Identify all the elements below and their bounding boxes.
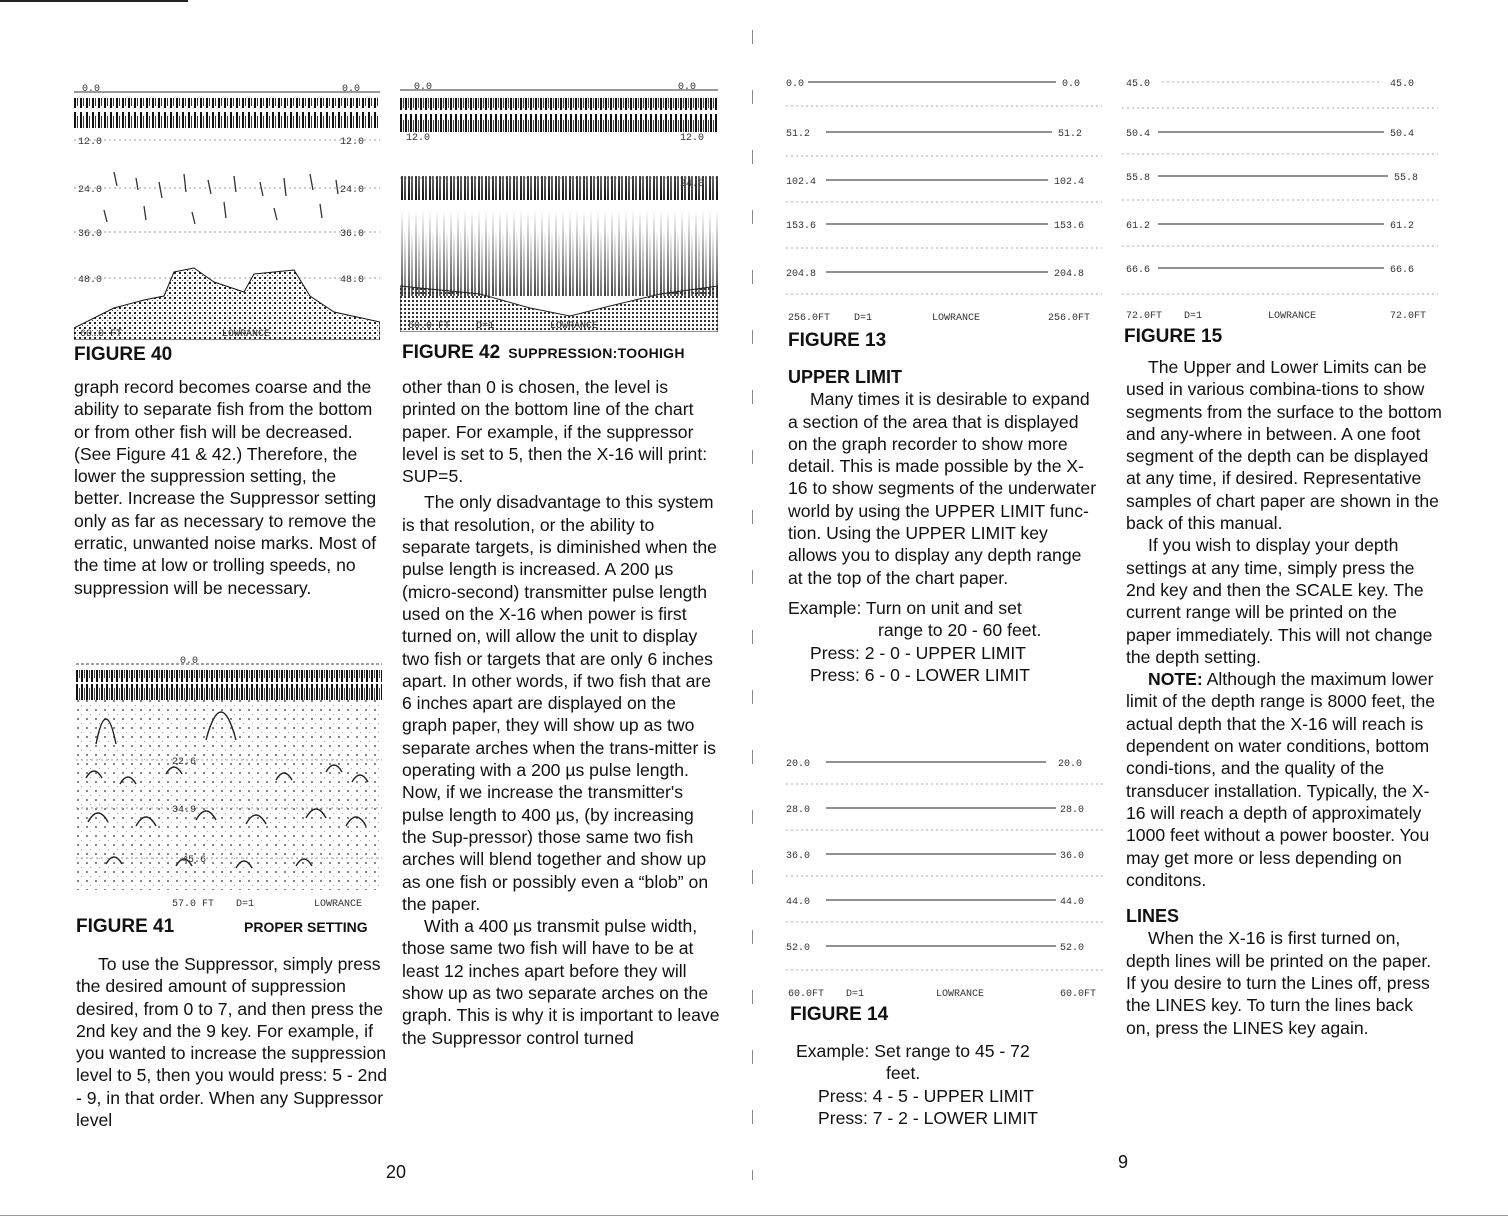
fig13-footer-brand: LOWRANCE: [932, 313, 981, 324]
fig15-right-1: 50.4: [1390, 129, 1415, 140]
fig13-footer-depth: 256.0FT: [788, 313, 831, 324]
fig41-label-34: 34.9: [172, 805, 197, 816]
figure-41-title: FIGURE 41: [76, 916, 175, 937]
fig14-left-0: 20.0: [786, 759, 811, 770]
note-paragraph: [1126, 668, 1442, 891]
fig14-left-1: 28.0: [786, 805, 811, 816]
fig13-left-3: 153.6: [786, 221, 817, 232]
fig15-right-0: 45.0: [1390, 79, 1415, 90]
fig13-footer-depth-right: 256.0FT: [1048, 313, 1091, 324]
note-label: NOTE:: [1148, 669, 1203, 690]
figure-41-subtitle: PROPER SETTING: [244, 919, 368, 935]
fig14-right-1: 28.0: [1060, 805, 1085, 816]
col1-paragraph-1: graph record becomes coarse and the ability to separate fish from the bottom or from other fish will be decreased. (See Figure 41 & 42.) Therefore, the lower the suppression setting, the better. Increase the Suppressor setting only as far as necessary to remove the erratic, unwanted noise marks. Most of the time at low or trolling speeds, no suppression will be necessary.: [74, 377, 377, 598]
figure-41-chart: [76, 654, 382, 910]
fig13-left-1: 51.2: [786, 129, 811, 140]
fig41-label-22: 22.6: [172, 757, 197, 768]
press-line-4: Press: 7 - 2 - LOWER LIMIT: [818, 1107, 1038, 1128]
fig40-label-12-left: 12.0: [78, 137, 103, 148]
fig42-label-24-right: 24.0: [680, 179, 705, 190]
press-line-2: Press: 6 - 0 - LOWER LIMIT: [810, 664, 1030, 685]
fig40-label-top-right: 0.0: [342, 84, 361, 95]
figure-40-caption: FIGURE 40: [74, 344, 173, 365]
fig14-right-3: 44.0: [1060, 897, 1085, 908]
fig42-label-top-right: 0.0: [678, 82, 697, 93]
figure-14-caption: FIGURE 14: [790, 1004, 889, 1025]
fig42-label-top-left: 0.0: [414, 82, 433, 93]
fig41-label-bottom: 57.0 FT: [172, 899, 215, 910]
fig40-label-brand: LOWRANCE: [222, 329, 271, 340]
example-2-line-1: Example: Set range to 45 - 72: [796, 1041, 1030, 1061]
fig15-left-4: 66.6: [1126, 265, 1151, 276]
fig14-footer-brand: LOWRANCE: [936, 989, 985, 1000]
fig15-left-0: 45.0: [1126, 79, 1151, 90]
bottom-rule: [0, 1215, 1508, 1216]
fig15-right-4: 66.6: [1390, 265, 1415, 276]
lines-heading: LINES: [1126, 906, 1180, 927]
fig13-left-0: 0.0: [786, 79, 805, 90]
fig40-label-bottom: 60.0 FT: [80, 329, 123, 340]
example-1-line-2: range to 20 - 60 feet.: [878, 620, 1042, 641]
right-column-4: [1126, 356, 1442, 1039]
fig42-label-bottom: 60.0 FT: [408, 321, 451, 332]
figure-41-caption: [76, 916, 386, 938]
left-page-number: 20: [386, 1162, 407, 1182]
figure-15-chart: [1122, 72, 1442, 324]
fig15-footer-d: D=1: [1184, 311, 1203, 322]
fig41-label-brand: LOWRANCE: [314, 899, 363, 910]
fig13-right-2: 102.4: [1054, 177, 1085, 188]
example-2-line-2: feet.: [886, 1063, 921, 1084]
figure-14-chart: [786, 750, 1106, 1002]
fig41-label-top: 0.0: [180, 656, 199, 667]
fig40-label-36-left: 36.0: [78, 229, 103, 240]
figure-42-chart: [400, 80, 718, 332]
col2-paragraph-1: other than 0 is chosen, the level is printed on the bottom line of the chart paper. For example, if the suppressor level is set to 5, then the X-16 will print: SUP=5.: [402, 377, 708, 487]
fig15-footer-depth: 72.0FT: [1126, 311, 1163, 322]
fig13-left-2: 102.4: [786, 177, 817, 188]
fig14-footer-depth: 60.0FT: [788, 989, 825, 1000]
fig42-label-d: D=1: [476, 321, 495, 332]
col1-paragraph-2: To use the Suppressor, simply press the desired amount of suppression desired, from 0 to 7, and then press the 2nd key and the 9 key. For example, if you wanted to increase the suppression level to 5, then you would press: 5 - 2nd - 9, in that order. When any Suppressor level: [76, 954, 388, 1131]
fig15-footer-brand: LOWRANCE: [1268, 311, 1317, 322]
note-text: Although the maximum lower limit of the depth range is 8000 feet, the actual depth that the X-16 will reach is dependent on water conditions, bottom condi-tions, and the quality of the transducer installation. Typically, the X-16 will reach a depth of approximately 1000 feet without a power booster. You may get more or less depending on conditons.: [1126, 669, 1436, 890]
fig42-label-12-left: 12.0: [406, 133, 431, 144]
left-column-2: [402, 376, 720, 1049]
left-column-1-top: [74, 376, 386, 599]
right-column-3-bottom: [796, 1040, 1096, 1129]
fig13-left-4: 204.8: [786, 269, 817, 280]
fig15-left-2: 55.8: [1126, 173, 1151, 184]
fig42-label-brand: LOWRANCE: [550, 321, 599, 332]
fig40-label-36-right: 36.0: [340, 229, 365, 240]
fig40-label-24-left: 24.0: [78, 185, 103, 196]
figure-13-caption: FIGURE 13: [788, 330, 887, 351]
figure-42-title: FIGURE 42: [402, 342, 501, 363]
fig40-label-top-left: 0.0: [82, 84, 101, 95]
left-column-1-bottom: [76, 953, 388, 1131]
upper-limit-heading: UPPER LIMIT: [788, 367, 903, 387]
example-1-line-1: Example: Turn on unit and set: [788, 597, 1022, 618]
figure-42-caption: [402, 342, 685, 364]
page-gutter: [752, 30, 753, 1180]
fig13-right-4: 204.8: [1054, 269, 1085, 280]
figure-13-chart: [786, 70, 1104, 326]
fig40-label-24-right: 24.0: [340, 185, 365, 196]
fig13-footer-d: D=1: [854, 313, 873, 324]
fig40-label-12-right: 12.0: [340, 137, 365, 148]
figure-42-subtitle: SUPPRESSION:TOOHIGH: [508, 345, 685, 361]
fig15-left-1: 50.4: [1126, 129, 1151, 140]
col4-paragraph-2: If you wish to display your depth settings at any time, simply press the 2nd key and then the SCALE key. The current range will be printed on the paper immediately. This will not change the depth setting.: [1126, 535, 1433, 667]
fig14-left-2: 36.0: [786, 851, 811, 862]
lines-paragraph: When the X-16 is first turned on, depth lines will be printed on the paper. If you desire to turn the Lines off, press the LINES key. To turn the lines back on, press the LINES key again.: [1126, 928, 1432, 1038]
col2-paragraph-3: With a 400 µs transmit pulse width, those same two fish will have to be at least 12 inches apart before they will show up as two separate arches on the graph. This is why it is important to leave the Suppressor control turned: [402, 916, 720, 1048]
fig14-right-0: 20.0: [1058, 759, 1083, 770]
fig15-right-2: 55.8: [1394, 173, 1419, 184]
right-page-number: 9: [1118, 1152, 1129, 1172]
right-column-3: [788, 366, 1100, 686]
fig40-label-48-left: 48.0: [78, 275, 103, 286]
fig15-left-3: 61.2: [1126, 221, 1151, 232]
fig14-right-4: 52.0: [1060, 943, 1085, 954]
col4-paragraph-1: The Upper and Lower Limits can be used in various combina-tions to show segments from the surface to the bottom and any-where in between. A one foot segment of the depth can be displayed at any time, if desired. Representative samples of chart paper are shown in the back of this manual.: [1126, 357, 1442, 534]
fig14-footer-depth-right: 60.0FT: [1060, 989, 1097, 1000]
fig15-footer-depth-right: 72.0FT: [1390, 311, 1427, 322]
fig14-left-4: 52.0: [786, 943, 811, 954]
fig42-label-12-right: 12.0: [680, 133, 705, 144]
press-line-3: Press: 4 - 5 - UPPER LIMIT: [818, 1085, 1035, 1106]
fig13-right-3: 153.6: [1054, 221, 1085, 232]
fig40-label-48-right: 48.0: [340, 275, 365, 286]
press-line-1: Press: 2 - 0 - UPPER LIMIT: [810, 642, 1027, 663]
col2-paragraph-2: The only disadvantage to this system is that resolution, or the ability to separate targets, is diminished when the pulse length is increased. A 200 µs (micro-second) transmitter pulse length used on the X-16 when power is first turned on, will allow the unit to display two fish or targets that are only 6 inches apart. In other words, if two fish that are 6 inches apart are displayed on the graph paper, they will show up as two separate arches when the trans-mitter is operating with a 200 µs pulse length. Now, if we increase the transmitter's pulse length to 400 µs, (by increasing the Sup-pressor) those same two fish arches will blend together and show up as one fish or possibly even a “blob” on the paper.: [402, 492, 717, 914]
fig14-footer-d: D=1: [846, 989, 865, 1000]
figure-15-caption: FIGURE 15: [1124, 326, 1223, 347]
fig13-right-1: 51.2: [1058, 129, 1083, 140]
fig41-label-45: 45.6: [182, 855, 207, 866]
fig13-right-0: 0.0: [1062, 79, 1081, 90]
fig14-right-2: 36.0: [1060, 851, 1085, 862]
upper-limit-paragraph: Many times it is desirable to expand a section of the area that is displayed on the graph recorder to show more detail. This is made possible by the X-16 to show segments of the underwater world by using the UPPER LIMIT func-tion. Using the UPPER LIMIT key allows you to display any depth range at the top of the chart paper.: [788, 389, 1097, 588]
fig41-label-d: D=1: [236, 899, 255, 910]
figure-40-chart: [74, 82, 380, 340]
top-rule: [0, 0, 188, 2]
fig15-right-3: 61.2: [1390, 221, 1415, 232]
fig14-left-3: 44.0: [786, 897, 811, 908]
